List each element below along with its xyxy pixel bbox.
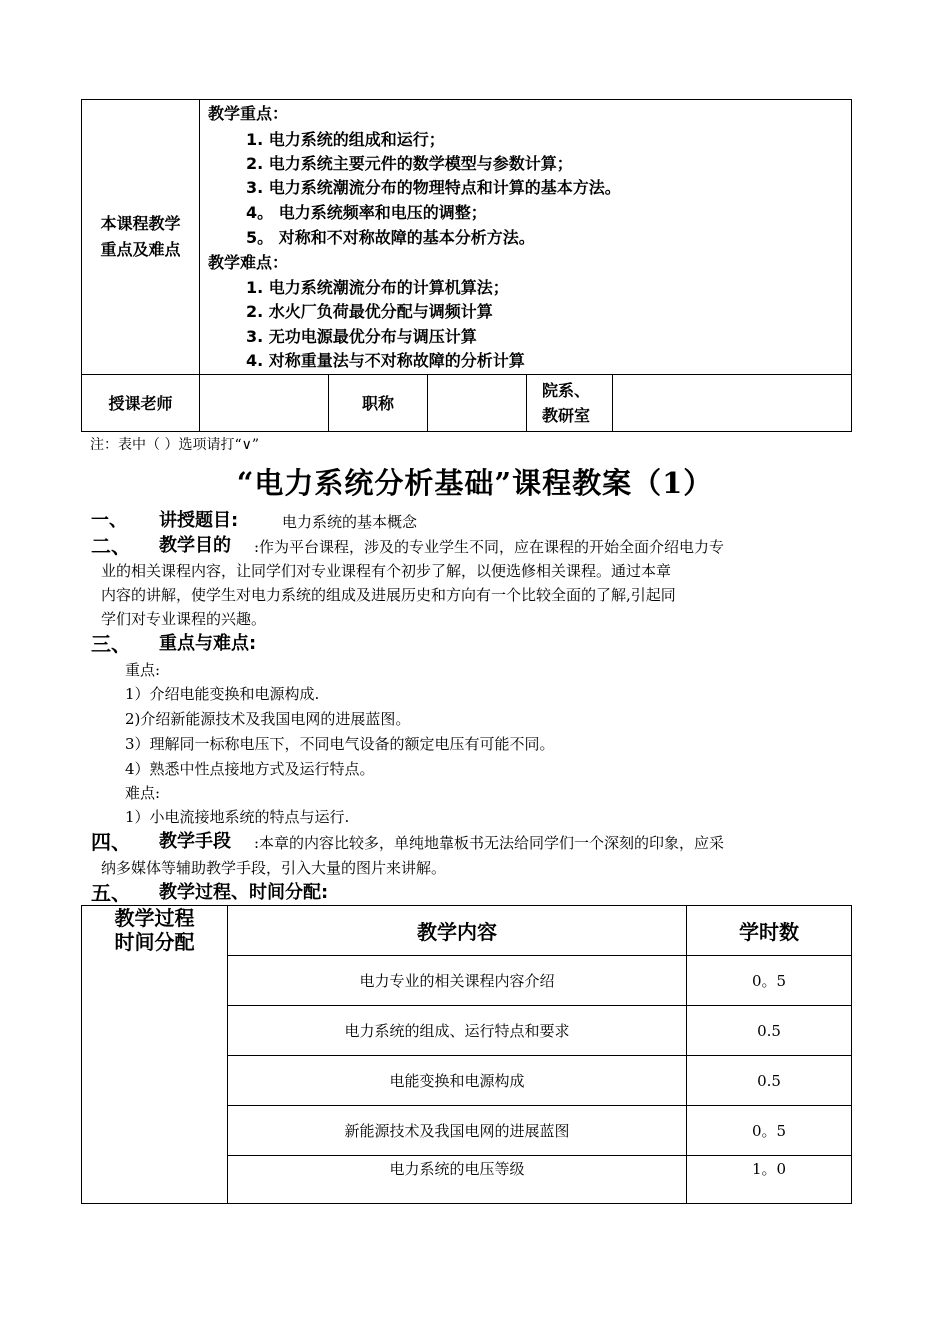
difficult-point: 3. 无功电源最优分布与调压计算 [246, 327, 477, 346]
section-text-line: 学们对专业课程的兴趣。 [101, 610, 267, 628]
row-hours: 1。0 [751, 1160, 787, 1178]
section-text: 电力系统的基本概念 [282, 513, 418, 531]
key-item: 4）熟悉中性点接地方式及运行特点。 [125, 760, 375, 778]
difficult-point: 2. 水火厂负荷最优分配与调频计算 [246, 302, 493, 321]
section-number: 二、 [91, 534, 131, 558]
row-hours: 0.5 [757, 1021, 781, 1040]
section-number: 五、 [91, 881, 131, 905]
difficult-label: 难点: [125, 784, 161, 802]
section-heading: 讲授题目: [159, 510, 239, 531]
column-header-hours: 学时数 [739, 920, 799, 944]
section-heading: 教学目的 [159, 535, 231, 556]
key-point: 5。 对称和不对称故障的基本分析方法。 [246, 228, 535, 247]
key-label: 重点: [125, 661, 161, 679]
key-item: 1）介绍电能变换和电源构成. [125, 685, 320, 703]
process-table-row-divider [227, 1155, 852, 1156]
page-title: “电力系统分析基础”课程教案（1） [236, 466, 714, 500]
row-content: 新能源技术及我国电网的进展蓝图 [344, 1121, 570, 1140]
key-point: 2. 电力系统主要元件的数学模型与参数计算； [246, 154, 573, 173]
row-content: 电能变换和电源构成 [389, 1071, 525, 1090]
teacher-label: 授课老师 [108, 393, 173, 413]
key-item: 3）理解同一标称电压下，不同电气设备的额定电压有可能不同。 [125, 735, 555, 753]
section-heading: 重点与难点: [159, 633, 257, 654]
row-hours: 0。5 [751, 971, 787, 990]
difficult-points-heading: 教学难点： [208, 253, 289, 272]
section-text-line: 纳多媒体等辅助教学手段，引入大量的图片来讲解。 [101, 859, 447, 877]
table-note: 注：表中（ ）选项请打“∨” [90, 437, 260, 453]
section-text-line: 内容的讲解，使学生对电力系统的组成及进展历史和方向有一个比较全面的了解,引起同 [101, 586, 676, 604]
difficult-point: 4. 对称重量法与不对称故障的分析计算 [246, 351, 525, 370]
section-number: 一、 [91, 510, 127, 531]
row-hours: 0.5 [757, 1071, 781, 1090]
column-header-content: 教学内容 [417, 920, 497, 944]
top-table-divider [526, 374, 527, 432]
row-content: 电力系统的组成、运行特点和要求 [344, 1021, 570, 1040]
section-number: 四、 [91, 830, 131, 854]
row-hours: 0。5 [751, 1121, 787, 1140]
department-value [613, 375, 851, 432]
section-number: 三、 [91, 632, 131, 656]
section-heading: 教学过程、时间分配: [159, 882, 329, 903]
teacher-value [200, 375, 328, 432]
difficult-item: 1）小电流接地系统的特点与运行. [125, 808, 350, 826]
key-item: 2)介绍新能源技术及我国电网的进展蓝图。 [125, 710, 411, 728]
department-label: 院系、 教研室 [542, 381, 591, 425]
row-content: 电力系统的电压等级 [389, 1160, 525, 1178]
key-point: 3. 电力系统潮流分布的物理特点和计算的基本方法。 [246, 178, 621, 197]
row-content: 电力专业的相关课程内容介绍 [359, 971, 555, 990]
job-title-value [428, 375, 526, 432]
section-text: :作为平台课程，涉及的专业学生不同，应在课程的开始全面介绍电力专 [254, 538, 725, 556]
key-points-heading: 教学重点： [208, 104, 289, 123]
key-point: 4。 电力系统频率和电压的调整； [246, 203, 487, 222]
section-text: :本章的内容比较多，单纯地靠板书无法给同学们一个深刻的印象，应采 [254, 834, 725, 852]
key-point: 1. 电力系统的组成和运行； [246, 130, 445, 149]
job-title-label: 职称 [361, 393, 394, 413]
process-corner-label: 教学过程 时间分配 [114, 906, 195, 954]
section-heading: 教学手段 [159, 831, 231, 852]
difficult-point: 1. 电力系统潮流分布的计算机算法； [246, 278, 509, 297]
section-text-line: 业的相关课程内容，让同学们对专业课程有个初步了解，以便选修相关课程。通过本章 [101, 562, 672, 580]
key-difficult-label: 本课程教学 重点及难点 [100, 214, 181, 259]
